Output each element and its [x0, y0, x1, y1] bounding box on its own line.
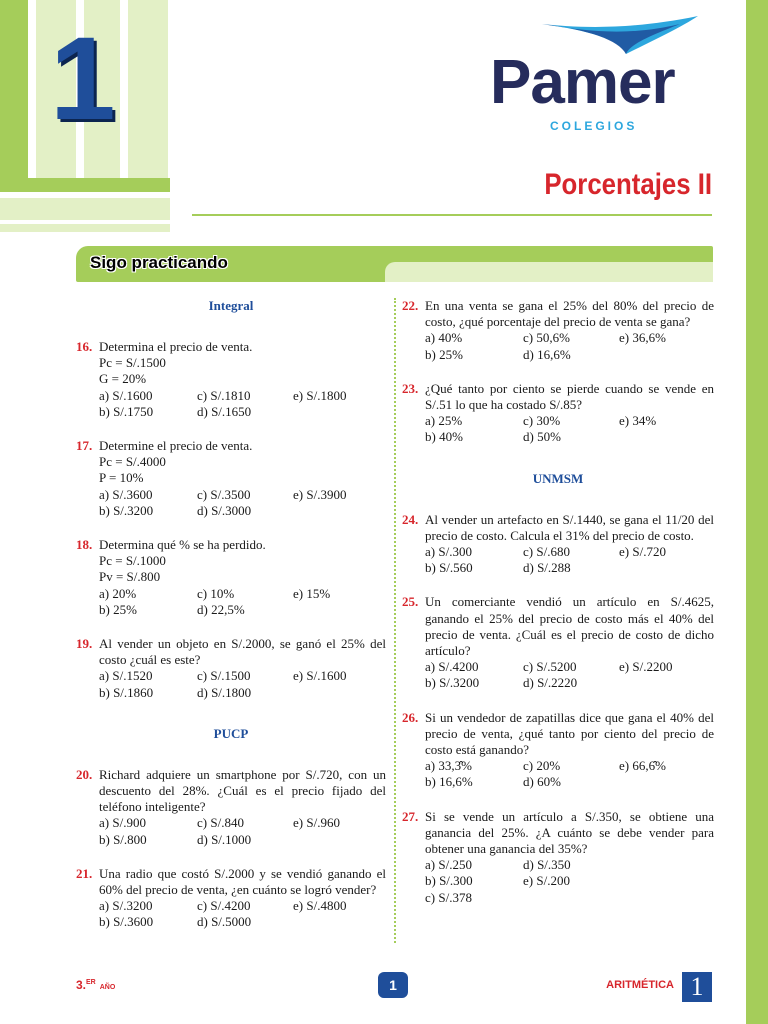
question-25	[402, 594, 714, 691]
question-text: Al vender un artefacto en S/.1440, se gana el 11/20 del precio de costo. Calcula el 31% del precio de costo.	[425, 511, 714, 543]
question-number: 27.	[402, 808, 419, 824]
question-20	[76, 767, 386, 848]
answer-option: b) 25%	[425, 346, 463, 362]
answer-options	[425, 413, 714, 445]
answer-option: c) S/.1810	[197, 387, 251, 403]
question-number: 21.	[76, 865, 93, 881]
answer-options	[425, 544, 714, 576]
answer-option: a) S/.900	[99, 815, 146, 831]
question-given: G = 20%	[99, 371, 147, 387]
question-text: ¿Qué tanto por ciento se pierde cuando se vende en S/.51 lo que ha costado S/.85?	[425, 380, 714, 413]
answer-options	[425, 857, 714, 906]
question-given: Pc = S/.1500	[99, 355, 166, 371]
question-26	[402, 710, 714, 791]
answer-options	[99, 487, 386, 519]
answer-option: d) S/.288	[523, 560, 571, 576]
question-number: 18.	[76, 537, 93, 553]
section-header	[76, 246, 713, 282]
section-label: Sigo practicando	[90, 253, 228, 272]
answer-option: b) 25%	[99, 601, 137, 617]
answer-option: a) S/.250	[425, 857, 472, 873]
answer-options	[99, 815, 386, 847]
answer-options	[425, 659, 714, 691]
question-text: Determine el precio de venta.	[99, 438, 253, 454]
logo-wordmark: Pamer	[490, 48, 675, 117]
answer-option: d) S/.1650	[197, 403, 252, 419]
answer-option: a) 25%	[425, 413, 463, 429]
question-16	[76, 339, 386, 420]
question-17	[76, 438, 386, 519]
question-text: Determina qué % se ha perdido.	[99, 537, 266, 553]
answer-option: c) S/.4200	[197, 898, 251, 914]
question-23	[402, 381, 714, 446]
answer-option: a) S/.4200	[425, 659, 479, 675]
answer-option: d) S/.350	[523, 857, 571, 873]
answer-option: d) S/.1800	[197, 684, 252, 700]
answer-option: d) S/.3000	[197, 502, 252, 518]
right-column	[402, 298, 714, 906]
answer-option: e) 66,6̂%	[619, 758, 666, 774]
answer-options	[99, 898, 386, 930]
column-divider	[394, 298, 396, 943]
stripe-band	[0, 178, 170, 192]
logo-subtext: COLEGIOS	[550, 119, 638, 133]
answer-option: a) 33,3̂%	[425, 758, 472, 774]
unit-number: 1	[682, 972, 712, 1002]
answer-option: a) S/.3600	[99, 486, 153, 502]
question-27	[402, 809, 714, 906]
question-text: Richard adquiere un smartphone por S/.720, con un descuento del 28%. ¿Cuál es el precio fijado del teléfono inteligente?	[99, 766, 386, 815]
question-text: Una radio que costó S/.2000 y se vendió ganando el 60% del precio de venta, ¿en cuánto se logró vender?	[99, 865, 386, 898]
question-number: 25.	[402, 594, 419, 610]
answer-option: c) 50,6%	[523, 330, 570, 346]
question-21	[76, 866, 386, 931]
answer-option: e) S/.960	[293, 815, 340, 831]
answer-option: e) S/.3900	[293, 486, 347, 502]
question-number: 20.	[76, 766, 93, 782]
question-number: 26.	[402, 709, 419, 725]
question-text: Al vender un objeto en S/.2000, se ganó el 25% del costo ¿cuál es este?	[99, 636, 386, 668]
answer-option: b) S/.800	[99, 831, 147, 847]
stripe-band	[0, 224, 170, 232]
question-text: Un comerciante vendió un artículo en S/.4625, ganando el 25% del precio de costo más el 40% del precio de venta. ¿Cuál es el precio de costo de dicho artículo?	[425, 594, 714, 659]
answer-option: c) 10%	[197, 585, 235, 601]
answer-option: a) S/.1520	[99, 668, 153, 684]
question-given: P = 10%	[99, 470, 144, 486]
answer-option: b) 16,6%	[425, 774, 473, 790]
answer-option: c) S/.680	[523, 544, 570, 560]
page-number: 1	[378, 972, 408, 998]
footer-subject: ARITMÉTICA	[606, 979, 674, 991]
footer-grade	[76, 978, 115, 992]
question-24	[402, 512, 714, 577]
answer-option: c) S/.5200	[523, 659, 577, 675]
question-text: Determina el precio de venta.	[99, 339, 253, 354]
stripe	[0, 0, 28, 178]
answer-option: a) S/.3200	[99, 898, 153, 914]
stripe-band	[0, 198, 170, 220]
question-given: Pv = S/.800	[99, 569, 161, 585]
pamer-logo	[490, 14, 720, 133]
subhead-integral: Integral	[208, 298, 254, 313]
answer-option: c) S/.3500	[197, 486, 251, 502]
answer-option: b) S/.300	[425, 873, 473, 889]
answer-option: d) S/.5000	[197, 914, 252, 930]
answer-option: b) S/.560	[425, 560, 473, 576]
answer-option: d) 50%	[523, 429, 561, 445]
question-number: 22.	[402, 298, 419, 313]
answer-option: c) S/.840	[197, 815, 244, 831]
answer-options	[425, 758, 714, 790]
chapter-number: 1	[50, 13, 112, 145]
answer-option: a) 20%	[99, 585, 137, 601]
answer-option: d) S/.1000	[197, 831, 252, 847]
question-text: Si se vende un artículo a S/.350, se obtiene una ganancia del 25%. ¿A cuánto se debe vender para obtener una ganancia del 35%?	[425, 808, 714, 857]
page-title: Porcentajes II	[544, 168, 712, 201]
grade-superscript: ER	[86, 979, 96, 986]
answer-option: b) S/.1860	[99, 684, 154, 700]
section-bar-accent	[385, 262, 713, 282]
answer-option: a) S/.1600	[99, 387, 153, 403]
question-number: 23.	[402, 380, 419, 396]
answer-option: d) 22,5%	[197, 601, 245, 617]
answer-option: d) S/.2220	[523, 675, 578, 691]
answer-option: e) S/.2200	[619, 659, 673, 675]
grade-word: AÑO	[99, 984, 116, 991]
answer-options	[425, 330, 714, 362]
title-divider	[192, 214, 712, 216]
stripe	[128, 0, 168, 178]
question-number: 24.	[402, 511, 419, 527]
answer-option: e) S/.720	[619, 544, 666, 560]
left-column	[76, 298, 386, 931]
answer-option: c) S/.378	[425, 889, 472, 905]
subhead-pucp: PUCP	[213, 725, 249, 741]
question-22	[402, 298, 714, 363]
answer-option: b) S/.3200	[425, 675, 480, 691]
question-given: Pc = S/.1000	[99, 553, 166, 569]
question-number: 19.	[76, 636, 93, 652]
answer-option: b) 40%	[425, 429, 463, 445]
answer-option: e) S/.1600	[293, 668, 347, 684]
question-19	[76, 636, 386, 701]
answer-option: b) S/.3200	[99, 502, 154, 518]
answer-option: e) S/.200	[523, 873, 570, 889]
question-given: Pc = S/.4000	[99, 454, 166, 470]
answer-option: e) S/.4800	[293, 898, 347, 914]
answer-option: b) S/.3600	[99, 914, 154, 930]
answer-option: e) S/.1800	[293, 387, 347, 403]
answer-option: c) S/.1500	[197, 668, 251, 684]
question-text: En una venta se gana el 25% del 80% del precio de costo, ¿qué porcentaje del precio de venta se gana?	[425, 298, 714, 330]
answer-option: a) 40%	[425, 330, 463, 346]
question-number: 16.	[76, 339, 93, 354]
answer-option: d) 60%	[523, 774, 561, 790]
answer-option: b) S/.1750	[99, 403, 154, 419]
answer-option: c) 20%	[523, 758, 561, 774]
answer-option: e) 36,6%	[619, 330, 666, 346]
answer-option: e) 34%	[619, 413, 657, 429]
question-text: Si un vendedor de zapatillas dice que gana el 40% del precio de venta, ¿qué tanto por ciento del precio de costo está ganando?	[425, 709, 714, 758]
answer-option: e) 15%	[293, 585, 331, 601]
right-edge-strip	[746, 0, 768, 1024]
answer-option: a) S/.300	[425, 544, 472, 560]
subhead-unmsm: UNMSM	[532, 470, 584, 486]
question-18	[76, 537, 386, 618]
answer-options	[99, 586, 386, 618]
answer-options	[99, 388, 386, 420]
grade-number: 3.	[76, 978, 87, 992]
answer-option: d) 16,6%	[523, 346, 571, 362]
question-number: 17.	[76, 438, 93, 454]
answer-options	[99, 668, 386, 700]
answer-option: c) 30%	[523, 413, 561, 429]
